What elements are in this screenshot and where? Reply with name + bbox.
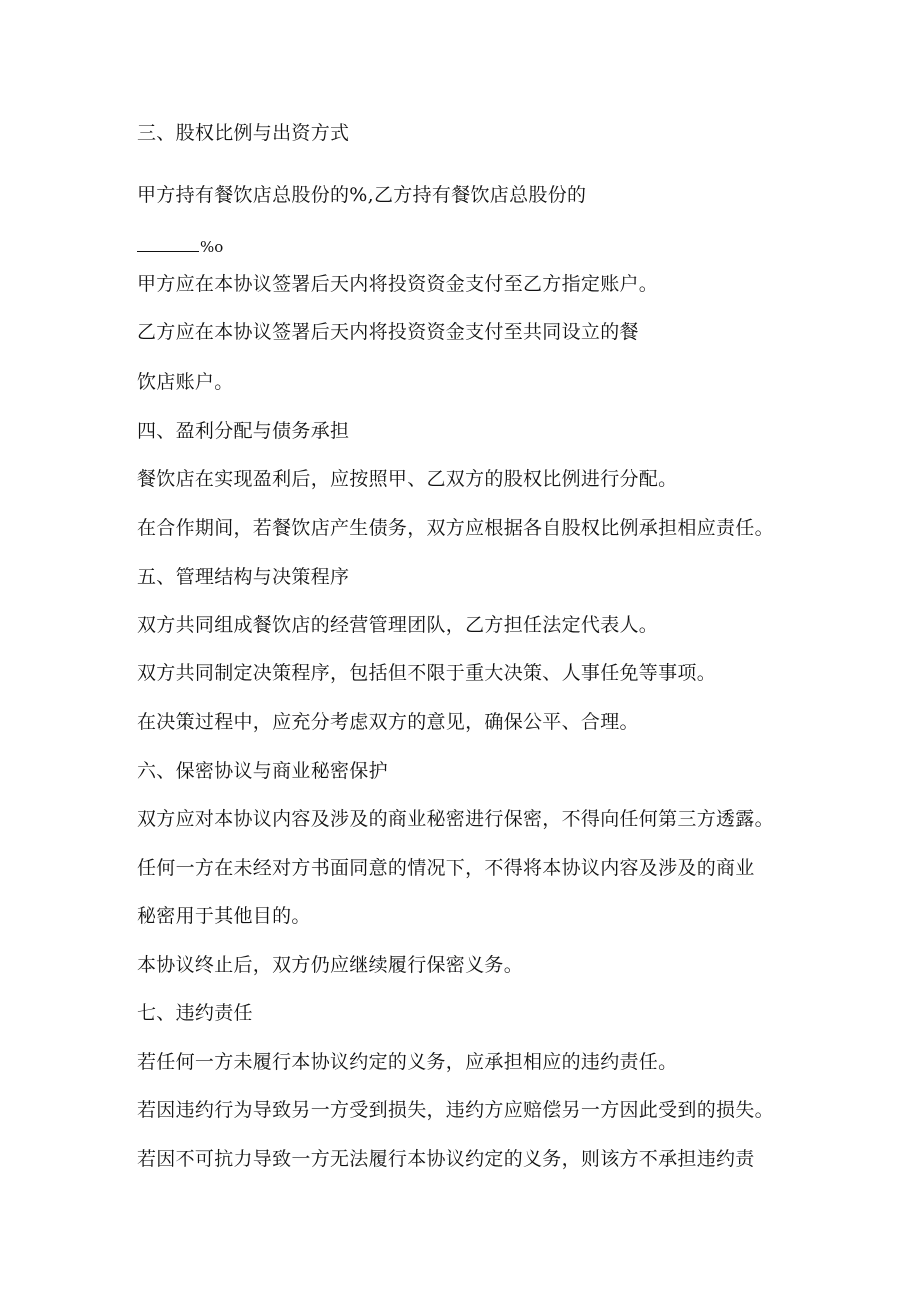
paragraph-line: 双方应对本协议内容及涉及的商业秘密进行保密，不得向任何第三方透露。	[137, 808, 774, 830]
paragraph-line: 甲方持有餐饮店总股份的%,乙方持有餐饮店总股份的	[137, 184, 587, 206]
paragraph-line: 饮店账户。	[137, 371, 234, 393]
blank-suffix: %o	[200, 238, 224, 256]
paragraph-line: 若因违约行为导致另一方受到损失，违约方应赔偿另一方因此受到的损失。	[137, 1099, 774, 1121]
paragraph-line: 任何一方在未经对方书面同意的情况下，不得将本协议内容及涉及的商业	[137, 857, 755, 879]
section-heading-3: 三、股权比例与出资方式	[137, 122, 350, 144]
paragraph-line: 在决策过程中，应充分考虑双方的意见，确保公平、合理。	[137, 711, 639, 733]
paragraph-line: 本协议终止后，双方仍应继续履行保密义务。	[137, 954, 524, 976]
fill-in-blank	[137, 239, 199, 252]
paragraph-line: 在合作期间，若餐饮店产生债务，双方应根据各自股权比例承担相应责任。	[137, 517, 774, 539]
section-heading-7: 七、违约责任	[137, 1002, 253, 1024]
paragraph-line: 双方共同组成餐饮店的经营管理团队，乙方担任法定代表人。	[137, 614, 659, 636]
paragraph-line: 若因不可抗力导致一方无法履行本协议约定的义务，则该方不承担违约责	[137, 1148, 755, 1170]
paragraph-line: 双方共同制定决策程序，包括但不限于重大决策、人事任免等事项。	[137, 662, 717, 684]
paragraph-line	[137, 238, 223, 256]
section-heading-5: 五、管理结构与决策程序	[137, 566, 350, 588]
section-heading-4: 四、盈利分配与债务承担	[137, 420, 350, 442]
paragraph-line: 甲方应在本协议签署后天内将投资资金支付至乙方指定账户。	[137, 273, 659, 295]
section-heading-6: 六、保密协议与商业秘密保护	[137, 760, 388, 782]
paragraph-line: 乙方应在本协议签署后天内将投资资金支付至共同设立的餐	[137, 321, 639, 343]
paragraph-line: 若任何一方未履行本协议约定的义务，应承担相应的违约责任。	[137, 1051, 678, 1073]
paragraph-line: 餐饮店在实现盈利后，应按照甲、乙双方的股权比例进行分配。	[137, 468, 678, 490]
paragraph-line: 秘密用于其他目的。	[137, 905, 311, 927]
